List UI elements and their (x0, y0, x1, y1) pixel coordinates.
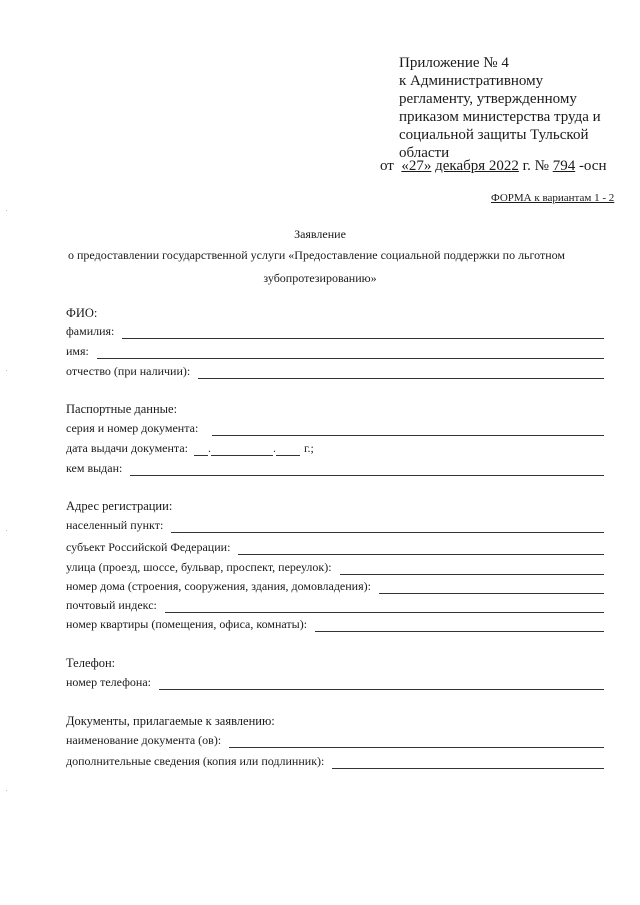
locality-label: населенный пункт: (66, 518, 164, 532)
additional-info-line[interactable] (332, 757, 604, 769)
street-field[interactable] (66, 560, 604, 575)
fio-heading: ФИО: (66, 306, 98, 320)
issue-day-line[interactable] (194, 444, 208, 456)
issue-month-line[interactable] (211, 444, 273, 456)
locality-field[interactable] (66, 518, 604, 533)
document-name-field[interactable] (66, 733, 604, 748)
order-date (380, 158, 607, 175)
region-field[interactable] (66, 540, 604, 555)
document-name-line[interactable] (229, 736, 604, 748)
document-subtitle-continued: зубопротезированию» (263, 271, 377, 285)
phone-line[interactable] (159, 678, 604, 690)
date-year-suffix: г. № (522, 158, 549, 174)
passport-series-field[interactable] (66, 421, 604, 436)
apartment-label: номер квартиры (помещения, офиса, комнаты): (66, 617, 308, 631)
surname-line[interactable] (122, 327, 604, 339)
additional-info-field[interactable] (66, 754, 604, 769)
issue-year-line[interactable] (276, 444, 300, 456)
passport-series-label: серия и номер документа: (66, 421, 199, 435)
region-line[interactable] (238, 543, 604, 555)
street-label: улица (проезд, шоссе, бульвар, проспект, переулок): (66, 560, 332, 574)
date-month-year: декабря 2022 (435, 158, 519, 174)
patronymic-field[interactable] (66, 364, 604, 379)
appendix-block (399, 54, 639, 162)
scan-speck (6, 790, 7, 791)
issue-date-suffix: г.; (303, 441, 314, 455)
postal-code-label: почтовый индекс: (66, 598, 157, 612)
additional-info-label: дополнительные сведения (копия или подлинник): (66, 754, 325, 768)
first-name-line[interactable] (97, 347, 604, 359)
passport-heading: Паспортные данные: (66, 402, 178, 416)
appendix-line: к Административному (399, 73, 544, 89)
appendix-line: Приложение № 4 (399, 55, 509, 71)
scan-speck (6, 210, 7, 211)
house-line[interactable] (379, 582, 604, 594)
document-subtitle: о предоставлении государственной услуги «Предоставление социальной поддержки по льготном (68, 248, 566, 262)
form-reference: ФОРМА к вариантам 1 - 2 (491, 192, 615, 204)
order-number: 794 (552, 158, 576, 174)
first-name-label: имя: (66, 344, 89, 358)
surname-label: фамилия: (66, 324, 115, 338)
appendix-line: социальной защиты Тульской (399, 127, 589, 143)
phone-heading: Телефон: (66, 656, 116, 670)
phone-label: номер телефона: (66, 675, 152, 689)
apartment-field[interactable] (66, 617, 604, 632)
postal-code-field[interactable] (66, 598, 604, 613)
house-field[interactable] (66, 579, 604, 594)
passport-series-line[interactable] (212, 424, 604, 436)
phone-field[interactable] (66, 675, 604, 690)
locality-line[interactable] (171, 521, 604, 533)
scan-speck (6, 370, 7, 371)
patronymic-label: отчество (при наличии): (66, 364, 191, 378)
document-name-label: наименование документа (ов): (66, 733, 222, 747)
document-title: Заявление (294, 227, 346, 241)
postal-code-line[interactable] (165, 601, 604, 613)
date-day: «27» (401, 158, 432, 174)
appendix-line: области (399, 145, 450, 161)
issue-date-field[interactable]: дата выдачи документа: . . г.; (66, 441, 314, 455)
surname-field[interactable] (66, 324, 604, 339)
patronymic-line[interactable] (198, 367, 604, 379)
issued-by-line[interactable] (130, 464, 604, 476)
region-label: субъект Российской Федерации: (66, 540, 231, 554)
issued-by-field[interactable] (66, 461, 604, 476)
first-name-field[interactable] (66, 344, 604, 359)
house-label: номер дома (строения, сооружения, здания, домовладения): (66, 579, 371, 593)
documents-heading: Документы, прилагаемые к заявлению: (66, 714, 275, 728)
appendix-line: приказом министерства труда и (399, 109, 601, 125)
appendix-line: регламенту, утвержденному (399, 91, 577, 107)
issue-date-label: дата выдачи документа: (66, 441, 188, 455)
date-prefix: от (380, 158, 394, 174)
order-suffix: -осн (578, 158, 607, 174)
issued-by-label: кем выдан: (66, 461, 123, 475)
apartment-line[interactable] (315, 620, 604, 632)
address-heading: Адрес регистрации: (66, 499, 173, 513)
street-line[interactable] (340, 563, 604, 575)
scan-speck (6, 530, 7, 531)
